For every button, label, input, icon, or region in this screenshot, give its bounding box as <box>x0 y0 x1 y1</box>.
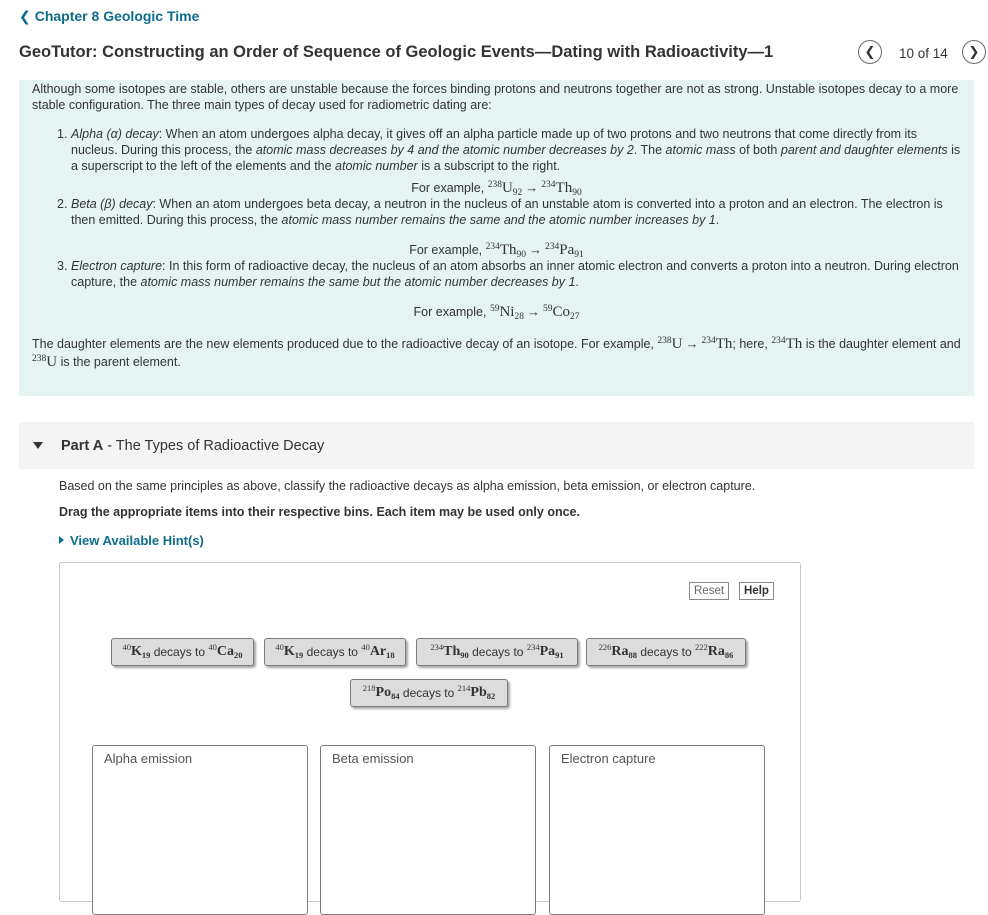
list-item-alpha: 1. Alpha (α) decay: When an atom undergoes alpha decay, it gives off an alpha particle made up of two protons and two neutrons that come directly from its nucleus. During this process, the atomic mass decreases by 4 and the atomic number decreases by 2. The atomic mass of both parent and daughter elements is a superscript to the left of the elements and the atomic number is a subscript to the right. <box>57 127 961 173</box>
drag-and-drop-area <box>59 562 801 902</box>
draggable-item[interactable]: $^{234}Th_{90}$ decays to $^{234}Pa_{91}$ <box>416 638 578 666</box>
help-button[interactable]: Help <box>739 582 774 600</box>
previous-item-button[interactable] <box>858 40 882 64</box>
example-electron-capture: For example, $^{59}Ni_{28} \to ^{59}Co_{27}$ <box>413 304 580 322</box>
reset-button[interactable]: Reset <box>689 582 729 600</box>
next-item-button[interactable] <box>962 40 986 64</box>
caret-down-icon <box>33 442 43 449</box>
instructions-bold: Drag the appropriate items into their respective bins. Each item may be used only once. <box>59 505 580 519</box>
example-beta: For example, $^{234}Th_{90} \to ^{234}Pa_{91}$ <box>409 242 584 260</box>
decay-types-list <box>32 126 961 320</box>
bin-label: Alpha emission <box>95 748 202 769</box>
instructions: Based on the same principles as above, classify the radioactive decays as alpha emission, beta emission, or electron capture. <box>59 479 756 493</box>
bin-electron-capture[interactable] <box>549 745 765 915</box>
bin-label: Beta emission <box>323 748 424 769</box>
page-counter: 10 of 14 <box>899 46 948 61</box>
draggable-item[interactable]: $^{40}K_{19}$ decays to $^{40}Ar_{18}$ <box>264 638 406 666</box>
chevron-left-icon: ❮ <box>864 44 876 59</box>
list-item-beta: 2. Beta (β) decay: When an atom undergoes beta decay, a neutron in the nucleus of an unstable atom is converted into a proton and an electron. The electron is then emitted. During this process, the atomic mass number remains the same and the atomic number increases by 1. <box>57 197 943 227</box>
bin-alpha-emission[interactable] <box>92 745 308 915</box>
list-item-electron-capture: 3. Electron capture: In this form of radioactive decay, the nucleus of an atom absorbs an inner atomic electron and converts a proton into a neutron. During electron capture, the atomic mass number remains the same but the atomic number decreases by 1. <box>57 259 959 289</box>
draggable-item[interactable]: $^{226}Ra_{88}$ decays to $^{222}Ra_{86}$ <box>586 638 746 666</box>
draggable-item[interactable]: $^{40}K_{19}$ decays to $^{40}Ca_{20}$ <box>111 638 254 666</box>
example-alpha: For example, $^{238}U_{92} \to ^{234}Th_{90}$ <box>411 180 582 198</box>
draggable-item[interactable]: $^{218}Po_{84}$ decays to $^{214}Pb_{82}$ <box>350 679 508 707</box>
bin-beta-emission[interactable] <box>320 745 536 915</box>
page-title: GeoTutor: Constructing an Order of Sequence of Geologic Events—Dating with Radioactivity—1 <box>19 43 774 61</box>
view-hints-link[interactable]: View Available Hint(s) <box>59 533 204 548</box>
part-a-header[interactable] <box>19 422 974 469</box>
closing-paragraph: The daughter elements are the new elements produced due to the radioactive decay of an isotope. For example, $^{238}$U → $^{234}$Th; here, $^{234}$Th is the daughter element and $^{238}$U is the parent element. <box>32 336 961 370</box>
bin-label: Electron capture <box>552 748 666 769</box>
caret-right-icon <box>59 536 64 544</box>
chevron-left-icon: ❮ <box>19 8 31 24</box>
chapter-link-label: Chapter 8 Geologic Time <box>34 8 200 24</box>
back-to-chapter-link[interactable] <box>19 8 199 25</box>
intro-panel <box>19 80 974 396</box>
intro-paragraph: Although some isotopes are stable, others are unstable because the forces binding protons and neutrons together are not as strong. Unstable isotopes decay to a more stable configuration. The three main types of decay used for radiometric dating are: <box>32 82 959 112</box>
part-a-title: Part A - The Types of Radioactive Decay <box>61 437 325 454</box>
chevron-right-icon: ❯ <box>968 44 980 59</box>
